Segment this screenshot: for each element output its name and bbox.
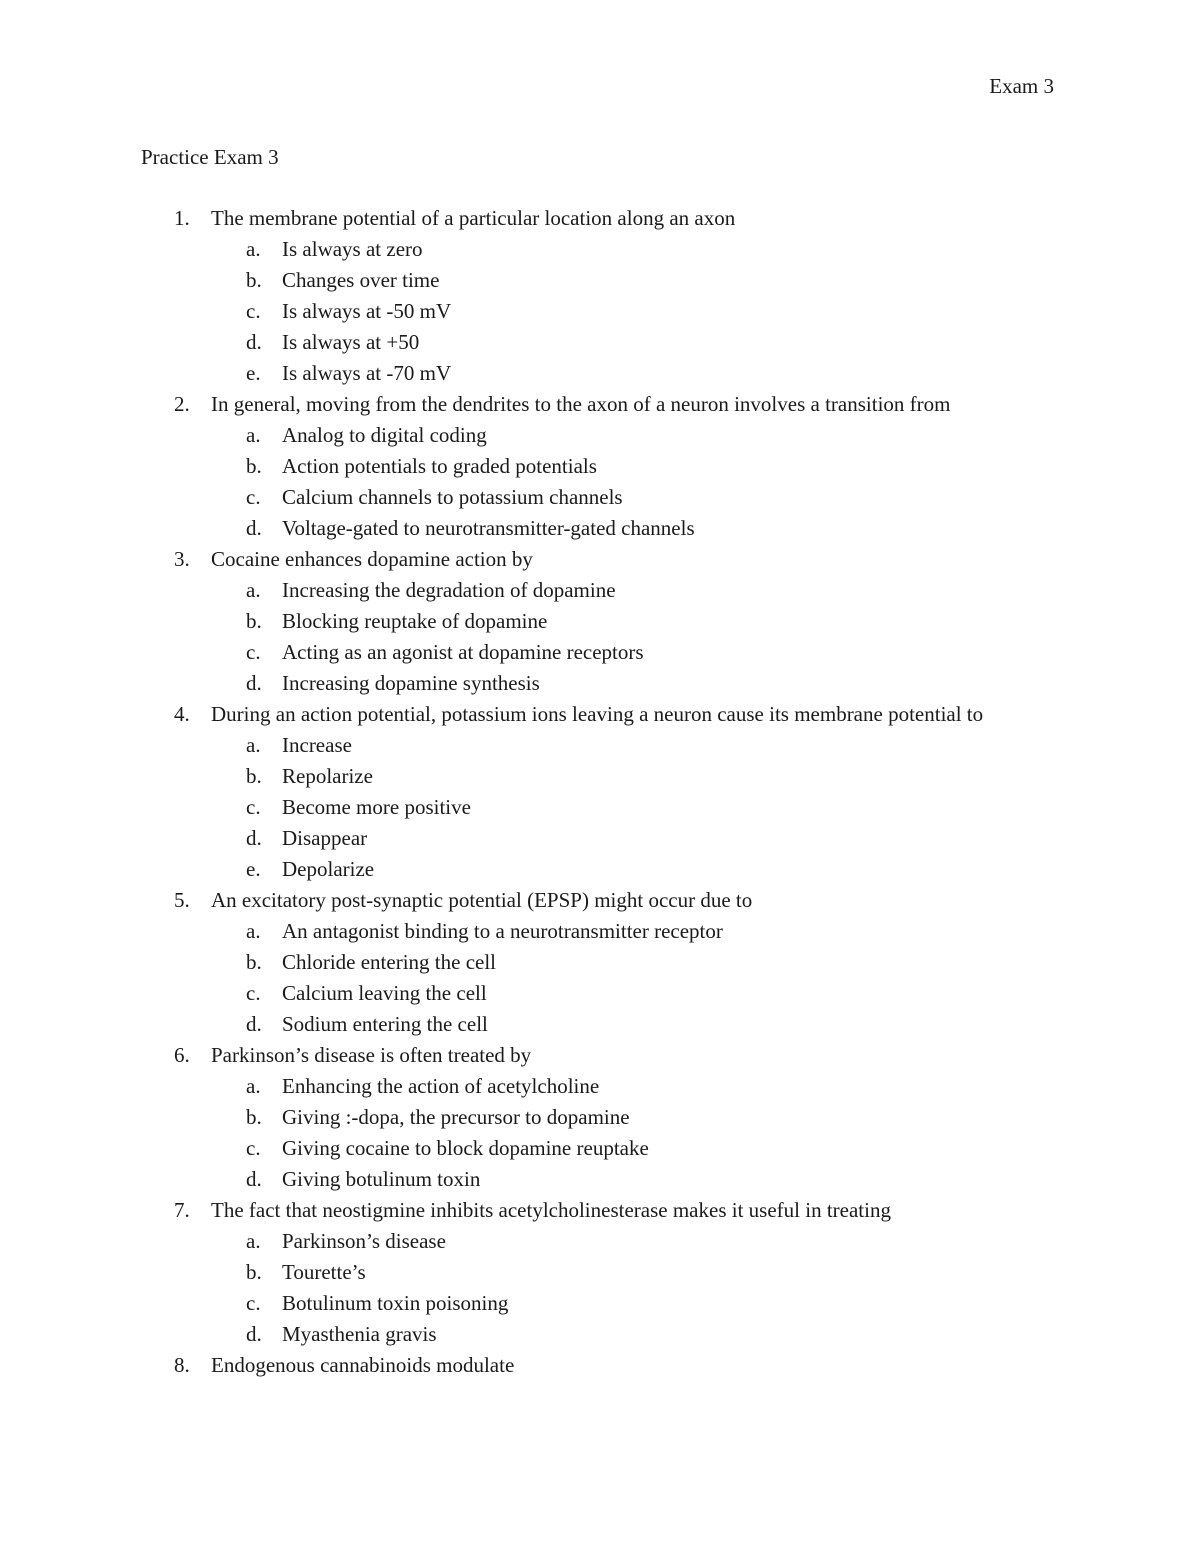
answer-option (0, 668, 1200, 699)
option-letter: b. (246, 764, 262, 788)
option-text: Blocking reuptake of dopamine (282, 609, 548, 633)
question-number: 5. (174, 888, 190, 912)
answer-options (0, 1226, 1200, 1350)
question-text: An excitatory post-synaptic potential (EPSP) might occur due to (211, 888, 753, 912)
question-number: 6. (174, 1043, 190, 1067)
answer-option (0, 420, 1200, 451)
option-letter: a. (246, 733, 261, 757)
option-text: Voltage-gated to neurotransmitter-gated channels (282, 516, 695, 540)
option-text: Depolarize (282, 857, 375, 881)
option-letter: b. (246, 454, 262, 478)
answer-option (0, 1009, 1200, 1040)
question-number: 3. (174, 547, 190, 571)
question-number: 8. (174, 1353, 190, 1377)
question-text: Cocaine enhances dopamine action by (211, 547, 533, 571)
option-letter: d. (246, 1167, 262, 1191)
answer-options (0, 730, 1200, 885)
option-letter: d. (246, 330, 262, 354)
question-text: In general, moving from the dendrites to the axon of a neuron involves a transition from (211, 392, 951, 416)
option-letter: a. (246, 578, 261, 602)
answer-option (0, 327, 1200, 358)
option-text: Acting as an agonist at dopamine receptors (282, 640, 644, 664)
option-letter: a. (246, 919, 261, 943)
answer-option (0, 265, 1200, 296)
option-text: Calcium channels to potassium channels (282, 485, 623, 509)
option-text: Increasing dopamine synthesis (282, 671, 540, 695)
answer-option (0, 606, 1200, 637)
answer-option (0, 1133, 1200, 1164)
option-letter: c. (246, 299, 261, 323)
option-text: Giving botulinum toxin (282, 1167, 481, 1191)
answer-option (0, 1257, 1200, 1288)
option-letter: b. (246, 609, 262, 633)
option-text: Tourette’s (282, 1260, 366, 1284)
answer-option (0, 854, 1200, 885)
answer-option (0, 823, 1200, 854)
question-item (0, 699, 1200, 885)
option-text: Giving cocaine to block dopamine reuptake (282, 1136, 649, 1160)
option-text: Chloride entering the cell (282, 950, 497, 974)
option-text: Enhancing the action of acetylcholine (282, 1074, 600, 1098)
option-letter: a. (246, 423, 261, 447)
question-number: 7. (174, 1198, 190, 1222)
question-text: The membrane potential of a particular location along an axon (211, 206, 736, 230)
question-text: During an action potential, potassium ions leaving a neuron cause its membrane potential to (211, 702, 984, 726)
option-text: Is always at +50 (282, 330, 420, 354)
option-letter: b. (246, 268, 262, 292)
option-letter: a. (246, 1074, 261, 1098)
answer-option (0, 451, 1200, 482)
answer-options (0, 575, 1200, 699)
question-text: The fact that neostigmine inhibits acetylcholinesterase makes it useful in treating (211, 1198, 891, 1222)
option-letter: e. (246, 361, 261, 385)
question-item (0, 544, 1200, 699)
option-letter: e. (246, 857, 261, 881)
answer-option (0, 1288, 1200, 1319)
option-text: Analog to digital coding (282, 423, 487, 447)
option-text: Giving :-dopa, the precursor to dopamine (282, 1105, 630, 1129)
option-text: Increasing the degradation of dopamine (282, 578, 616, 602)
option-text: Botulinum toxin poisoning (282, 1291, 509, 1315)
question-text: Parkinson’s disease is often treated by (211, 1043, 532, 1067)
answer-option (0, 358, 1200, 389)
option-letter: c. (246, 1136, 261, 1160)
option-text: Is always at -70 mV (282, 361, 452, 385)
option-text: Increase (282, 733, 352, 757)
option-letter: c. (246, 640, 261, 664)
option-text: Disappear (282, 826, 368, 850)
option-text: Is always at zero (282, 237, 423, 261)
option-text: Parkinson’s disease (282, 1229, 446, 1253)
option-letter: c. (246, 485, 261, 509)
option-letter: d. (246, 1322, 262, 1346)
question-number: 1. (174, 206, 190, 230)
answer-option (0, 1102, 1200, 1133)
question-item (0, 885, 1200, 1040)
answer-option (0, 1319, 1200, 1350)
option-letter: c. (246, 981, 261, 1005)
answer-option (0, 575, 1200, 606)
answer-option (0, 978, 1200, 1009)
option-letter: b. (246, 950, 262, 974)
answer-option (0, 234, 1200, 265)
answer-options (0, 420, 1200, 544)
option-letter: d. (246, 516, 262, 540)
question-item (0, 1350, 1200, 1381)
answer-option (0, 947, 1200, 978)
question-number: 2. (174, 392, 190, 416)
option-letter: b. (246, 1105, 262, 1129)
option-text: Myasthenia gravis (282, 1322, 437, 1346)
option-text: Become more positive (282, 795, 471, 819)
option-text: Sodium entering the cell (282, 1012, 488, 1036)
answer-options (0, 1071, 1200, 1195)
page-header: Exam 3 (989, 74, 1054, 98)
question-text: Endogenous cannabinoids modulate (211, 1353, 515, 1377)
option-text: Repolarize (282, 764, 373, 788)
answer-option (0, 916, 1200, 947)
question-list (0, 203, 1200, 1381)
answer-option (0, 296, 1200, 327)
answer-option (0, 482, 1200, 513)
answer-option (0, 1226, 1200, 1257)
option-text: Calcium leaving the cell (282, 981, 487, 1005)
question-item (0, 1195, 1200, 1350)
question-item (0, 203, 1200, 389)
option-letter: c. (246, 1291, 261, 1315)
option-letter: c. (246, 795, 261, 819)
option-letter: a. (246, 1229, 261, 1253)
answer-option (0, 1071, 1200, 1102)
answer-option (0, 513, 1200, 544)
option-letter: d. (246, 1012, 262, 1036)
option-text: Is always at -50 mV (282, 299, 452, 323)
answer-option (0, 792, 1200, 823)
question-item (0, 389, 1200, 544)
question-item (0, 1040, 1200, 1195)
option-text: Changes over time (282, 268, 440, 292)
answer-options (0, 234, 1200, 389)
answer-option (0, 1164, 1200, 1195)
option-text: An antagonist binding to a neurotransmitter receptor (282, 919, 723, 943)
answer-options (0, 916, 1200, 1040)
option-letter: d. (246, 671, 262, 695)
page-title: Practice Exam 3 (141, 145, 279, 169)
question-number: 4. (174, 702, 190, 726)
answer-option (0, 730, 1200, 761)
option-letter: b. (246, 1260, 262, 1284)
option-text: Action potentials to graded potentials (282, 454, 597, 478)
answer-option (0, 637, 1200, 668)
option-letter: d. (246, 826, 262, 850)
option-letter: a. (246, 237, 261, 261)
answer-option (0, 761, 1200, 792)
